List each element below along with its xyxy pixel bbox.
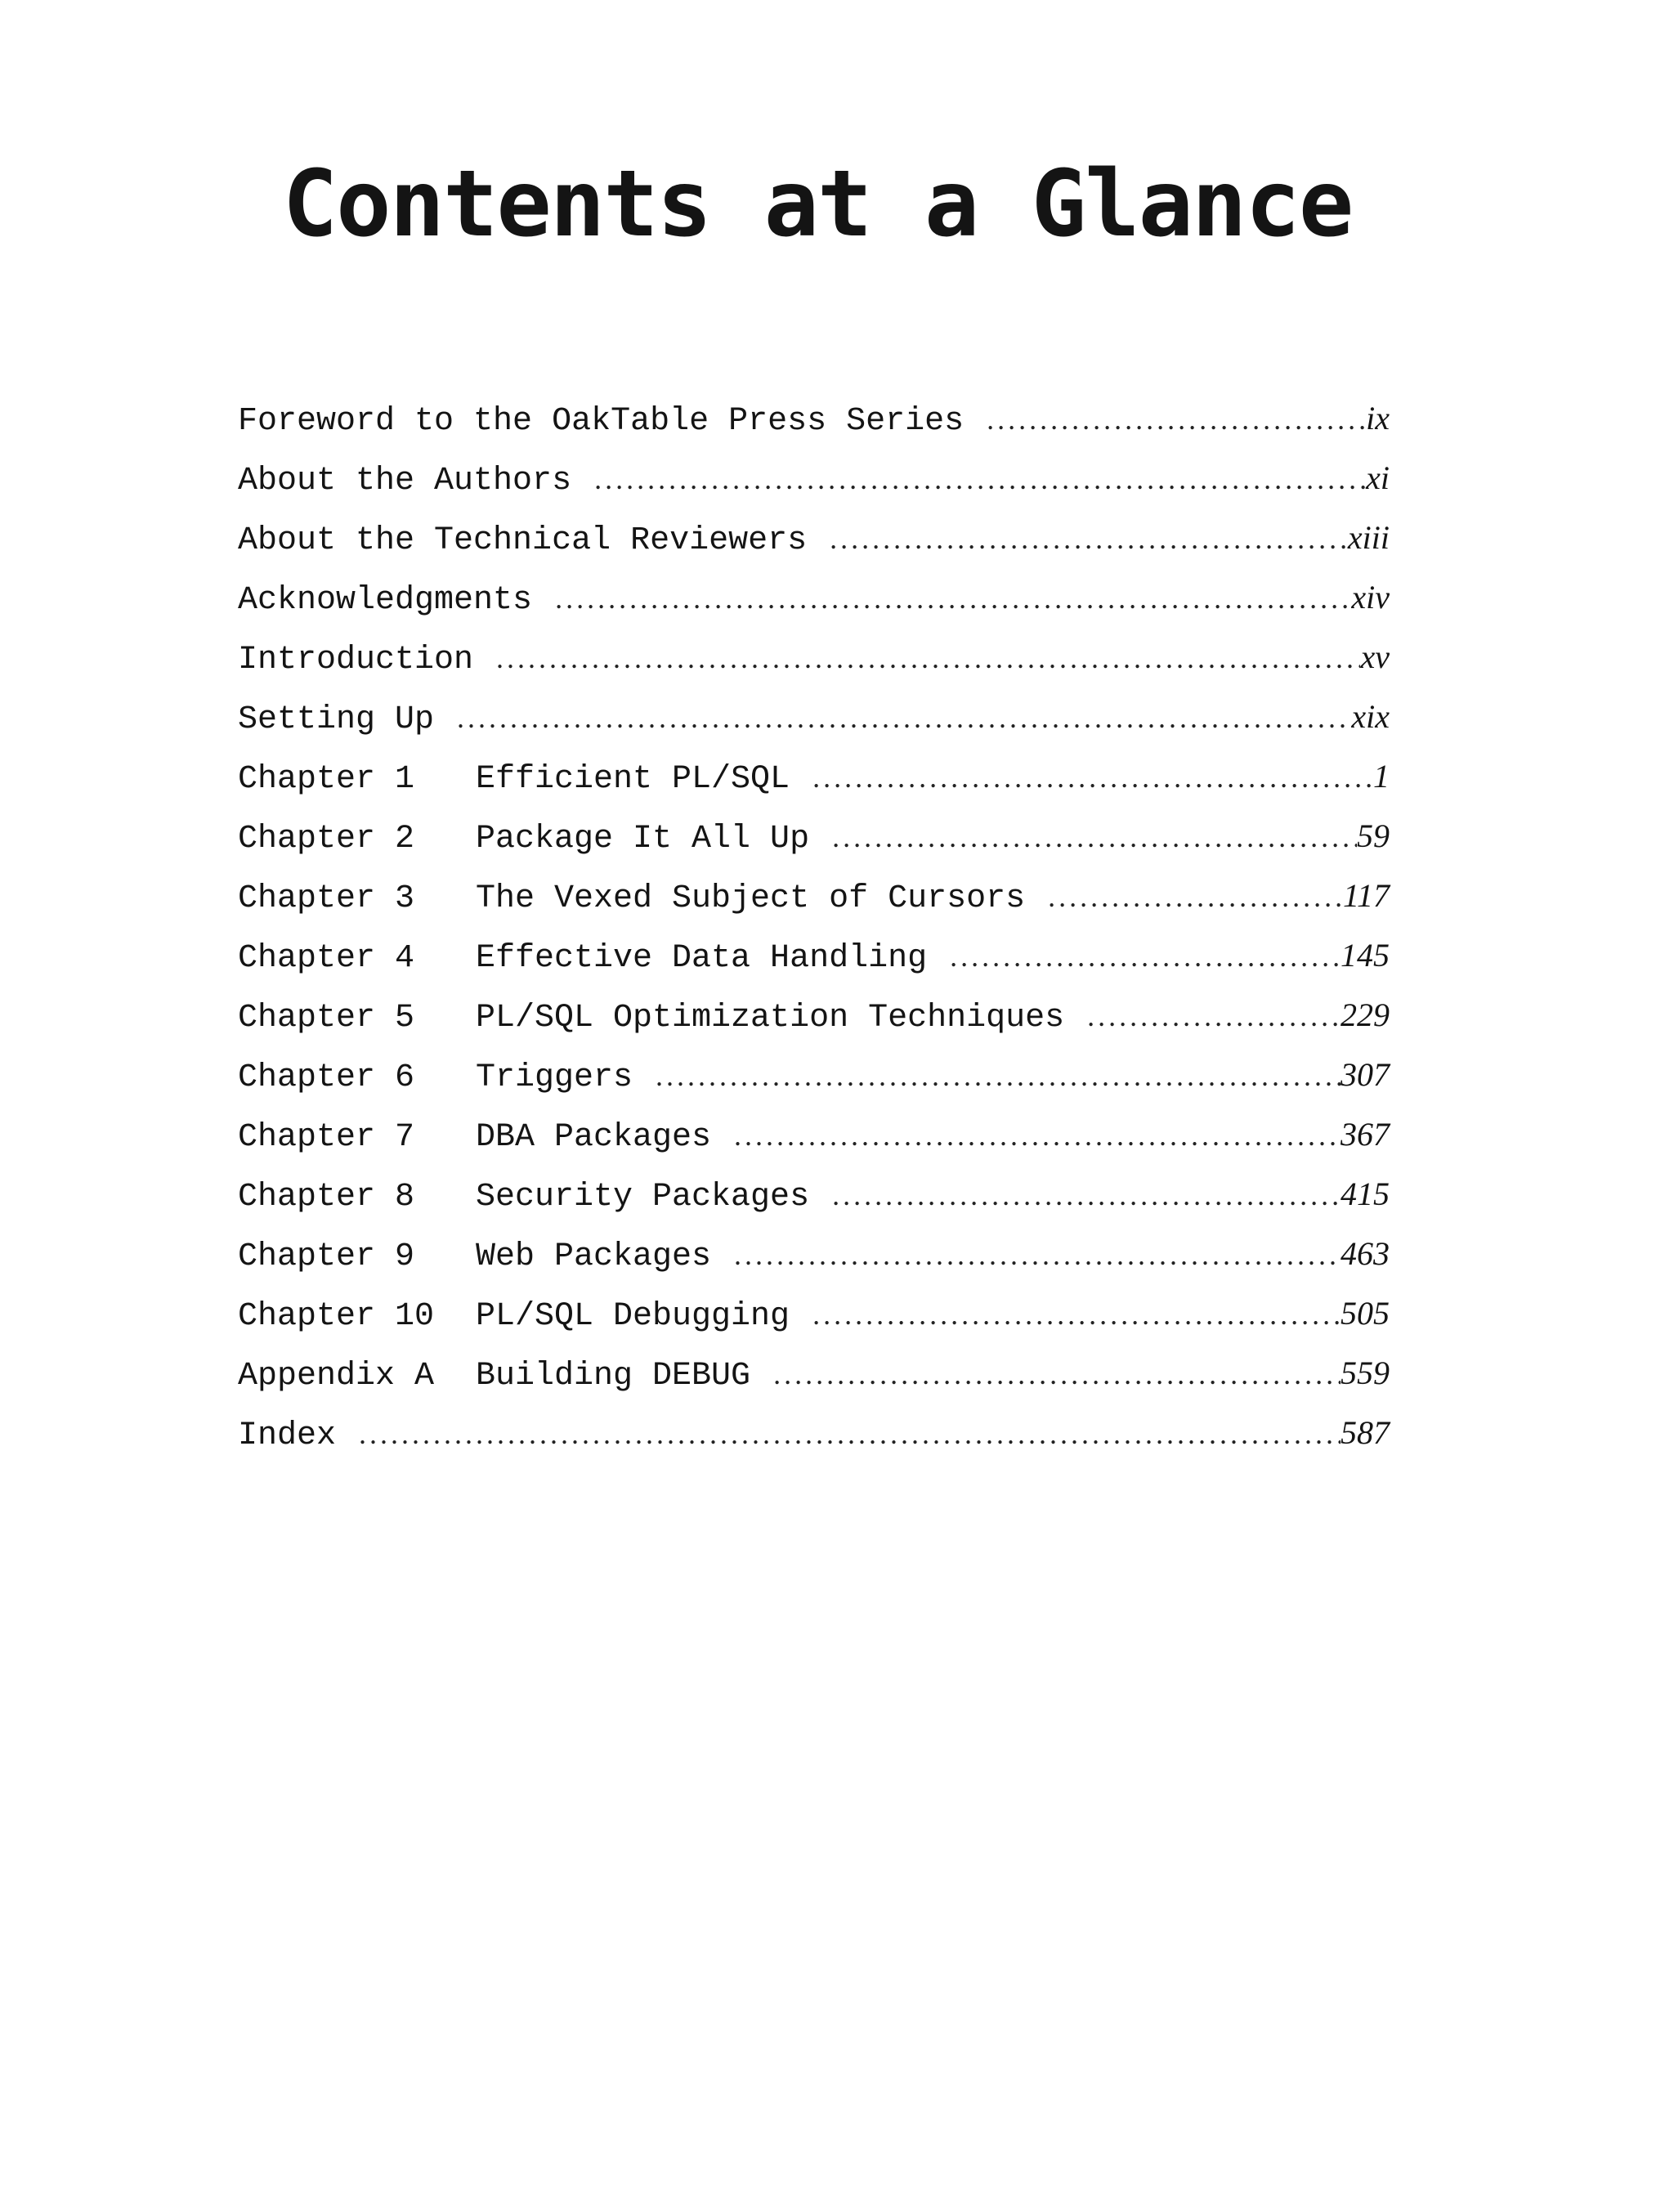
entry-title: DBA Packages [476,1119,712,1156]
dot-leader [801,748,1373,808]
entry-title: Index [238,1417,337,1454]
entry-title: Efficient PL/SQL [476,761,790,798]
page-number: 117 [1342,877,1390,914]
page-number: 229 [1341,996,1390,1033]
dot-leader [818,509,1348,569]
toc-entry-chapter-6[interactable] [238,1045,1390,1104]
dot-leader [445,688,1351,748]
dot-leader [821,808,1357,867]
page-number: 307 [1341,1056,1390,1093]
toc-entry-chapter-10[interactable] [238,1283,1390,1343]
entry-title: Setting Up [238,701,435,738]
dot-leader [485,629,1360,688]
entry-title: Security Packages [476,1179,810,1216]
page-number: 463 [1341,1235,1390,1272]
page-number: xiii [1347,519,1390,556]
toc-entry-appendix-a[interactable] [238,1343,1390,1403]
dot-leader [583,450,1366,509]
toc-entry-chapter-9[interactable] [238,1224,1390,1283]
dot-leader [347,1404,1341,1464]
entry-title: About the Authors [238,463,572,499]
chapter-label: Chapter 4 [238,940,415,977]
page-number: xv [1360,638,1390,675]
entry-title: Triggers [476,1059,633,1096]
entry-title: About the Technical Reviewers [238,522,808,559]
page-number: 145 [1341,937,1390,974]
toc-entry-chapter-2[interactable] [238,806,1390,866]
page-number: xi [1366,459,1390,496]
entry-title: Foreword to the OakTable Press Series [238,403,965,440]
toc-entry-about-authors[interactable] [238,448,1390,508]
entry-title: PL/SQL Debugging [476,1298,790,1335]
dot-leader [723,1225,1341,1285]
page-number: 1 [1373,758,1390,795]
chapter-label: Chapter 9 [238,1238,415,1275]
toc-entry-index[interactable] [238,1403,1390,1462]
page-number: xix [1351,698,1390,735]
chapter-label: Chapter 2 [238,821,415,857]
entry-title: Web Packages [476,1238,712,1275]
dot-leader [544,569,1351,629]
page-number: 559 [1341,1355,1390,1391]
toc-entry-setting-up[interactable] [238,687,1390,746]
dot-leader [801,1285,1341,1345]
toc-entry-chapter-4[interactable] [238,925,1390,985]
page-title: Contents at a Glance [282,151,1353,257]
chapter-label: Appendix A [238,1358,435,1395]
chapter-label: Chapter 5 [238,1000,415,1037]
entry-title: Effective Data Handling [476,940,928,977]
toc-entry-foreword[interactable] [238,388,1390,448]
page-number: ix [1366,400,1390,437]
toc-entry-chapter-5[interactable] [238,985,1390,1045]
dot-leader [762,1345,1341,1404]
entry-title: Package It All Up [476,821,810,857]
toc-entry-about-reviewers[interactable] [238,508,1390,567]
chapter-label: Chapter 10 [238,1298,435,1335]
dot-leader [723,1106,1341,1166]
dot-leader [975,390,1366,450]
page-number: 415 [1341,1175,1390,1212]
page-number: 505 [1341,1295,1390,1332]
toc-entry-introduction[interactable] [238,627,1390,687]
dot-leader [1036,867,1343,927]
entry-title: The Vexed Subject of Cursors [476,880,1026,917]
dot-leader [1076,987,1341,1046]
page-number: 367 [1341,1116,1390,1153]
page-number: 587 [1341,1414,1390,1451]
entry-title: PL/SQL Optimization Techniques [476,1000,1065,1037]
toc-entry-chapter-7[interactable] [238,1104,1390,1164]
chapter-label: Chapter 6 [238,1059,415,1096]
dot-leader [938,927,1341,987]
page-number: 59 [1357,817,1390,854]
chapter-label: Chapter 7 [238,1119,415,1156]
entry-title: Acknowledgments [238,582,533,619]
chapter-label: Chapter 8 [238,1179,415,1216]
entry-title: Introduction [238,642,474,678]
toc-entry-chapter-3[interactable] [238,866,1390,925]
dot-leader [644,1046,1341,1106]
toc-entry-acknowledgments[interactable] [238,567,1390,627]
dot-leader [821,1166,1341,1225]
toc-entry-chapter-8[interactable] [238,1164,1390,1224]
entry-title: Building DEBUG [476,1358,751,1395]
chapter-label: Chapter 1 [238,761,415,798]
page-number: xiv [1351,579,1390,616]
chapter-label: Chapter 3 [238,880,415,917]
table-of-contents [238,388,1390,1462]
toc-entry-chapter-1[interactable] [238,746,1390,806]
